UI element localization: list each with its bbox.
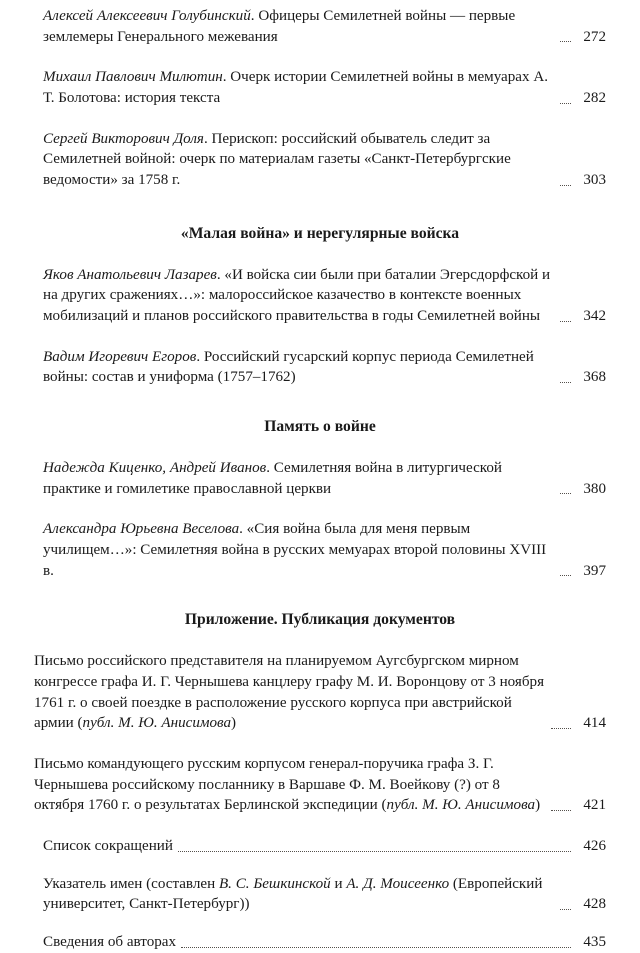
toc-entry-publisher: публ. М. Ю. Анисимова bbox=[386, 797, 536, 814]
toc-entry-author: Вадим Игоревич Егоров bbox=[43, 348, 197, 365]
toc-leader bbox=[551, 809, 571, 811]
section-heading: Память о войне bbox=[264, 418, 376, 436]
toc-entry-title: . Очерк истории Семилетней войны в мемуарах А. Т. Болотова: история текста bbox=[43, 69, 548, 107]
toc-leader bbox=[560, 102, 571, 104]
toc-leader bbox=[560, 574, 571, 576]
toc-entry[interactable] bbox=[34, 6, 606, 47]
toc-page-number[interactable]: 414 bbox=[583, 715, 606, 732]
toc-entry[interactable] bbox=[34, 67, 606, 108]
toc-page-number[interactable]: 303 bbox=[583, 172, 606, 189]
toc-entry-text: Список сокращений bbox=[43, 838, 173, 855]
toc-leader bbox=[178, 850, 571, 852]
toc-entry[interactable] bbox=[34, 836, 606, 857]
toc-leader bbox=[560, 908, 571, 910]
toc-page-number[interactable]: 428 bbox=[583, 896, 606, 913]
toc-leader bbox=[560, 184, 571, 186]
toc-entry-author: Надежда Киценко, Андрей Иванов bbox=[43, 460, 267, 477]
toc-entry-publisher: публ. М. Ю. Анисимова bbox=[82, 715, 232, 732]
toc-entry-text bbox=[34, 6, 555, 47]
toc-leader bbox=[560, 320, 571, 322]
toc-entry-title: Письмо командующего русским корпусом генерал-поручика графа З. Г. Чернышева российскому посланнику в Варшаве Ф. М. Воейкову (?) от 8 октября 1760 г. о результатах Берлинской экспедиции ( bbox=[34, 756, 500, 814]
toc-leader bbox=[560, 40, 571, 42]
toc-entry-conjunction: и bbox=[330, 875, 347, 892]
toc-entry-text bbox=[34, 458, 555, 499]
toc-page-number[interactable]: 342 bbox=[583, 308, 606, 325]
toc-entry-text: Сведения об авторах bbox=[43, 934, 177, 951]
toc-page-number[interactable]: 397 bbox=[583, 562, 606, 579]
toc-page-number[interactable]: 421 bbox=[583, 797, 606, 814]
toc-entry-compiler-2: А. Д. Моисеенко bbox=[346, 875, 450, 892]
toc-entry-author: Сергей Викторович Доля bbox=[43, 130, 204, 147]
toc-entry-author: Алексей Алексеевич Голубинский bbox=[43, 8, 251, 24]
toc-leader bbox=[560, 492, 571, 494]
toc-entry-title-tail: ) bbox=[231, 715, 237, 732]
back-matter bbox=[34, 836, 606, 953]
toc-entry-text bbox=[34, 265, 555, 327]
toc-entry-title: . «Сия война была для меня первым училищем…»: Семилетняя война в русских мемуарах второй половины XVIII в. bbox=[43, 521, 547, 579]
toc-entry[interactable] bbox=[34, 754, 606, 816]
toc-leader bbox=[560, 381, 571, 383]
section-heading: «Малая война» и нерегулярные войска bbox=[180, 224, 460, 242]
toc-entry-title: . «И войска сии были при баталии Эгерсдорфской и на других сражениях…»: малороссийское казачество в контексте военных мобилизаций и планов российского правительства в годы Семилетней войны bbox=[43, 266, 551, 325]
toc-entry-title: . Российский гусарский корпус периода Семилетней войны: состав и униформа (1757–1762) bbox=[43, 348, 534, 386]
toc-entry-text bbox=[34, 129, 555, 191]
table-of-contents bbox=[34, 6, 606, 953]
toc-entry-compiler-1: В. С. Бешкинской bbox=[218, 875, 331, 892]
toc-leader bbox=[181, 946, 571, 948]
toc-entry[interactable] bbox=[34, 129, 606, 191]
toc-entry-text bbox=[34, 754, 546, 816]
toc-entry[interactable] bbox=[34, 932, 606, 953]
toc-page-number[interactable]: 272 bbox=[583, 28, 606, 45]
section-heading: Приложение. Публикация документов bbox=[184, 611, 456, 629]
toc-leader bbox=[551, 727, 571, 729]
toc-entry-title-tail: ) bbox=[535, 797, 541, 814]
toc-entry-author: Михаил Павлович Милютин bbox=[43, 69, 223, 86]
toc-entry[interactable] bbox=[34, 265, 606, 327]
toc-entry[interactable] bbox=[34, 874, 606, 915]
toc-entry-title: . Семилетняя война в литургической практике и гомилетике православной церкви bbox=[43, 460, 502, 497]
toc-page-number[interactable]: 282 bbox=[583, 90, 606, 107]
toc-entry-title: Письмо российского представителя на планируемом Аугсбургском мирном конгрессе графа И. Г. Чернышева канцлеру графу М. И. Воронцову от 3 ноября 1761 г. о своей поездке в расположение русского корпуса при австрийской армии ( bbox=[34, 653, 545, 732]
toc-entry-title: Указатель имен (составлен bbox=[43, 875, 219, 892]
toc-entry[interactable] bbox=[34, 519, 606, 581]
toc-entry-title: . Перископ: российский обыватель следит за Семилетней войной: очерк по материалам газеты «Санкт-Петербургские ведомости» за 1758 г. bbox=[43, 130, 511, 189]
toc-entry-text bbox=[34, 651, 546, 734]
toc-entry-title-tail: (Европейский университет, Санкт-Петербург)) bbox=[43, 875, 543, 913]
toc-entry[interactable] bbox=[34, 458, 606, 499]
toc-entry[interactable] bbox=[34, 651, 606, 734]
toc-entry-text bbox=[34, 347, 555, 388]
toc-page-number[interactable]: 368 bbox=[583, 369, 606, 386]
toc-page-number[interactable]: 426 bbox=[583, 838, 606, 855]
toc-entry-title: . Офицеры Семилетней войны — первые землемеры Генерального межевания bbox=[43, 8, 516, 45]
toc-entry-text bbox=[34, 519, 555, 581]
toc-entry-text bbox=[34, 874, 555, 915]
toc-entry[interactable] bbox=[34, 347, 606, 388]
toc-entry-text bbox=[34, 67, 555, 108]
toc-page-number[interactable]: 435 bbox=[583, 934, 606, 951]
toc-entry-author: Яков Анатольевич Лазарев bbox=[43, 266, 217, 283]
toc-page-number[interactable]: 380 bbox=[583, 480, 606, 497]
toc-entry-author: Александра Юрьевна Веселова bbox=[43, 521, 240, 538]
